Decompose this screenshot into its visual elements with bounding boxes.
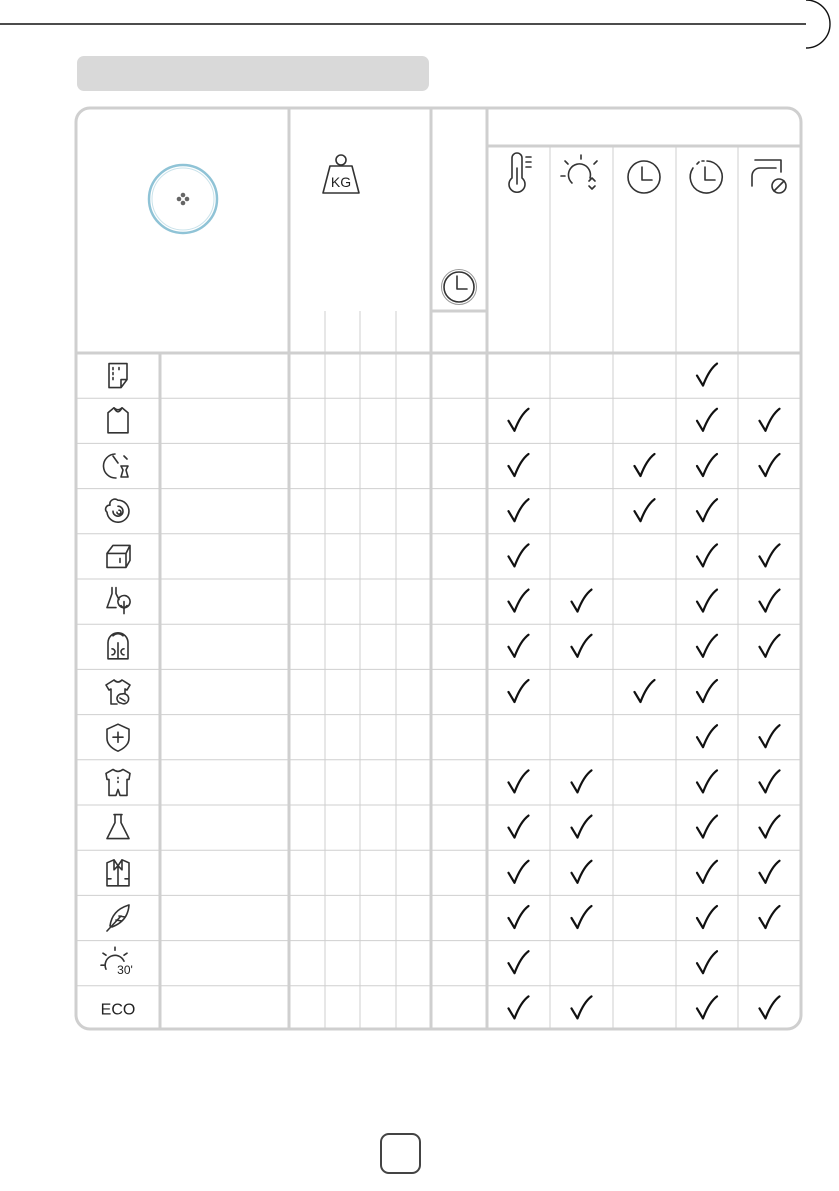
checkmark: [697, 951, 717, 973]
eco-icon: [101, 1001, 136, 1018]
bedding-icon-shape: [107, 545, 130, 567]
row-lines: [76, 398, 801, 986]
checkmark: [697, 861, 717, 883]
shirt-stain-icon: [106, 680, 130, 704]
table-frame: [76, 108, 801, 1029]
title-bar: [77, 56, 429, 91]
cotton-icon: [109, 364, 127, 388]
delicate-icon-shape: [107, 905, 129, 931]
synthetic-icon: [108, 408, 128, 433]
delicate-icon: [107, 905, 129, 931]
checkmark: [697, 770, 717, 792]
quick-30-icon: [101, 947, 133, 977]
checkmark: [697, 906, 717, 928]
checkmark: [697, 364, 717, 386]
checkmark: [509, 454, 529, 476]
checkmark: [760, 861, 780, 883]
checkmark: [509, 544, 529, 566]
page-edge-curve: [806, 0, 830, 48]
checkmark: [760, 725, 780, 747]
temperature-icon: [509, 153, 531, 192]
checkmark: [509, 816, 529, 838]
checkmark: [760, 770, 780, 792]
light-adjust-icon: [561, 155, 597, 189]
drum-clean-icon-shape: [107, 815, 129, 839]
checkmark: [509, 680, 529, 702]
checkmark: [572, 861, 592, 883]
checkmark: [697, 816, 717, 838]
quick-icon-shape: [103, 454, 128, 478]
checkmark: [760, 906, 780, 928]
baby-care-icon: [106, 769, 130, 795]
checkmark: [760, 590, 780, 612]
baby-care-icon-shape: [106, 769, 130, 795]
checkmark: [635, 454, 655, 476]
clock-icon: [628, 161, 660, 193]
drum-clean-icon: [107, 815, 129, 839]
wool-icon-shape: [106, 499, 129, 522]
hygiene-icon-shape: [107, 724, 129, 751]
checkmark: [635, 680, 655, 702]
checkmark: [509, 499, 529, 521]
checkmark: [760, 996, 780, 1018]
eco-label: ECO: [100, 1001, 136, 1019]
checkmark: [572, 770, 592, 792]
jacket-icon-shape: [108, 633, 128, 659]
program-rows: [101, 364, 780, 1019]
checkmark: [509, 409, 529, 431]
page-number-box: [381, 1134, 420, 1173]
checkmark: [572, 906, 592, 928]
shirt-stain-icon-shape: [106, 680, 130, 704]
quick-icon: [103, 454, 128, 478]
synthetic-icon-shape: [108, 408, 128, 433]
checkmark: [635, 499, 655, 521]
checkmark: [697, 544, 717, 566]
bedding-icon: [107, 545, 130, 567]
checkmark: [509, 861, 529, 883]
checkmark: [697, 996, 717, 1018]
iron-no-icon: [752, 160, 786, 193]
program-knob-icon: [149, 165, 217, 233]
checkmark: [509, 906, 529, 928]
mixed-icon-shape: [107, 588, 130, 614]
checkmark: [697, 590, 717, 612]
weight-icon: [323, 155, 359, 193]
jacket-icon: [108, 633, 128, 659]
duration-clock-icon: [442, 270, 477, 305]
shirts-icon: [107, 860, 129, 886]
checkmark: [760, 454, 780, 476]
hygiene-icon: [107, 724, 129, 751]
checkmark: [572, 635, 592, 657]
checkmark: [697, 409, 717, 431]
checkmark: [760, 816, 780, 838]
checkmark: [760, 409, 780, 431]
quick-30-label: 30': [117, 963, 133, 978]
checkmark: [697, 635, 717, 657]
shirts-icon-shape: [107, 860, 129, 886]
weight-icon-label: KG: [330, 174, 352, 190]
checkmark: [509, 590, 529, 612]
checkmark: [697, 725, 717, 747]
checkmark: [697, 680, 717, 702]
checkmark: [509, 996, 529, 1018]
checkmark: [509, 951, 529, 973]
wool-icon: [106, 499, 129, 522]
checkmark: [509, 770, 529, 792]
checkmark: [572, 816, 592, 838]
checkmark: [509, 635, 529, 657]
checkmark: [697, 454, 717, 476]
checkmark: [760, 635, 780, 657]
delay-timer-icon: [690, 161, 722, 193]
mixed-icon: [107, 588, 130, 614]
checkmark: [760, 544, 780, 566]
cotton-icon-shape: [109, 364, 127, 388]
checkmark: [572, 590, 592, 612]
checkmark: [572, 996, 592, 1018]
checkmark: [697, 499, 717, 521]
